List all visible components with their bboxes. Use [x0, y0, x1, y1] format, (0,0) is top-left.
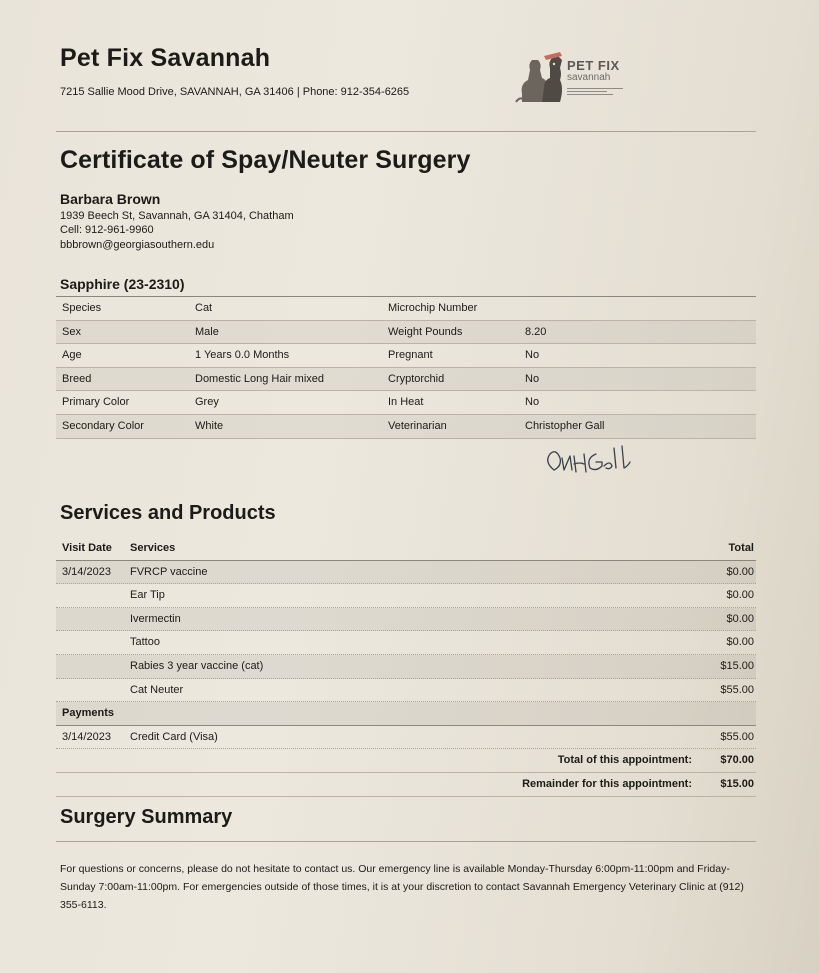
service-row	[56, 608, 756, 632]
info-value: No	[525, 349, 540, 362]
payment-row	[56, 726, 756, 750]
clinic-name: Pet Fix Savannah	[60, 44, 271, 72]
service-row	[56, 655, 756, 679]
document-title: Certificate of Spay/Neuter Surgery	[60, 146, 471, 174]
service-name: Ear Tip	[130, 589, 165, 602]
info-value: Christopher Gall	[525, 419, 605, 432]
payments-header: Payments	[62, 707, 114, 720]
info-label: Weight Pounds	[388, 325, 463, 338]
owner-cell: Cell: 912-961-9960	[60, 224, 154, 236]
info-label: Pregnant	[388, 349, 433, 362]
remainder-row	[56, 773, 756, 797]
info-label: Veterinarian	[388, 419, 447, 432]
clinic-logo	[514, 44, 624, 108]
pet-info-row	[56, 321, 756, 345]
service-name: Rabies 3 year vaccine (cat)	[130, 659, 264, 672]
pet-info-table	[56, 296, 756, 439]
info-value: Male	[195, 325, 219, 338]
info-label: Primary Color	[62, 396, 130, 409]
service-name: Ivermectin	[130, 612, 181, 625]
info-value: Cat	[195, 302, 213, 314]
pet-silhouette-icon	[514, 44, 566, 108]
info-label: Breed	[62, 372, 92, 385]
service-name: FVRCP vaccine	[130, 565, 208, 578]
info-value: No	[525, 396, 540, 409]
header-divider	[56, 131, 756, 132]
service-date: 3/14/2023	[62, 565, 111, 578]
service-total: $55.00	[720, 683, 754, 696]
total-header: Total	[728, 542, 754, 554]
total-label: Total of this appointment:	[557, 754, 692, 767]
logo-title: PET FIX	[567, 58, 620, 73]
service-total: $0.00	[726, 565, 754, 578]
info-value: Domestic Long Hair mixed	[195, 372, 324, 385]
service-name: Tattoo	[130, 636, 160, 649]
owner-name: Barbara Brown	[60, 191, 161, 207]
remainder-label: Remainder for this appointment:	[522, 777, 692, 790]
info-label: In Heat	[388, 396, 424, 409]
service-total: $0.00	[726, 589, 754, 602]
info-label: Cryptorchid	[388, 372, 445, 385]
owner-email: bbbrown@georgiasouthern.edu	[60, 239, 215, 251]
pet-info-row	[56, 391, 756, 415]
info-label: Microchip Number	[388, 302, 478, 314]
clinic-address: 7215 Sallie Mood Drive, SAVANNAH, GA 31406 | Phone: 912-354-6265	[60, 86, 410, 98]
logo-fine-print	[567, 86, 627, 97]
payments-header-row	[56, 702, 756, 726]
surgery-summary-title: Surgery Summary	[60, 806, 233, 828]
services-header-row	[56, 537, 756, 561]
service-row	[56, 584, 756, 608]
summary-divider	[56, 841, 756, 842]
payment-method: Credit Card (Visa)	[130, 730, 218, 743]
service-row	[56, 561, 756, 585]
info-value: No	[525, 372, 540, 385]
info-value: White	[195, 419, 224, 432]
service-row	[56, 631, 756, 655]
pet-info-row	[56, 344, 756, 368]
remainder-value: $15.00	[720, 777, 754, 790]
info-label: Age	[62, 349, 82, 362]
veterinarian-signature	[540, 436, 670, 484]
service-total: $0.00	[726, 636, 754, 649]
pet-info-row	[56, 296, 756, 321]
info-label: Sex	[62, 325, 81, 338]
service-name: Cat Neuter	[130, 683, 184, 696]
services-header: Services	[130, 542, 176, 554]
appointment-total-row	[56, 749, 756, 773]
payment-date: 3/14/2023	[62, 730, 111, 743]
info-value: 8.20	[525, 325, 547, 338]
services-section-title: Services and Products	[60, 502, 276, 524]
logo-subtitle: savannah	[567, 72, 611, 83]
service-total: $0.00	[726, 612, 754, 625]
info-label: Species	[62, 302, 102, 314]
contact-notice: For questions or concerns, please do not hesitate to contact us. Our emergency line is available Monday-Thursday 6:00pm-11:00pm and Friday-Sunday 7:00am-11:00pm. For emergencies outside of those times, it is at your discretion to contact Savannah Emergency Veterinary Clinic at (912) 355-6113.	[60, 863, 744, 911]
payment-amount: $55.00	[720, 730, 754, 743]
service-row	[56, 679, 756, 703]
visit-date-header: Visit Date	[62, 542, 112, 554]
owner-address: 1939 Beech St, Savannah, GA 31404, Chatham	[60, 210, 294, 222]
pet-name: Sapphire (23-2310)	[60, 276, 185, 292]
service-total: $15.00	[720, 659, 754, 672]
pet-info-row	[56, 368, 756, 392]
info-value: 1 Years 0.0 Months	[195, 349, 290, 362]
info-value: Grey	[195, 396, 219, 409]
services-table	[56, 537, 756, 797]
info-label: Secondary Color	[62, 419, 144, 432]
total-value: $70.00	[720, 754, 754, 767]
